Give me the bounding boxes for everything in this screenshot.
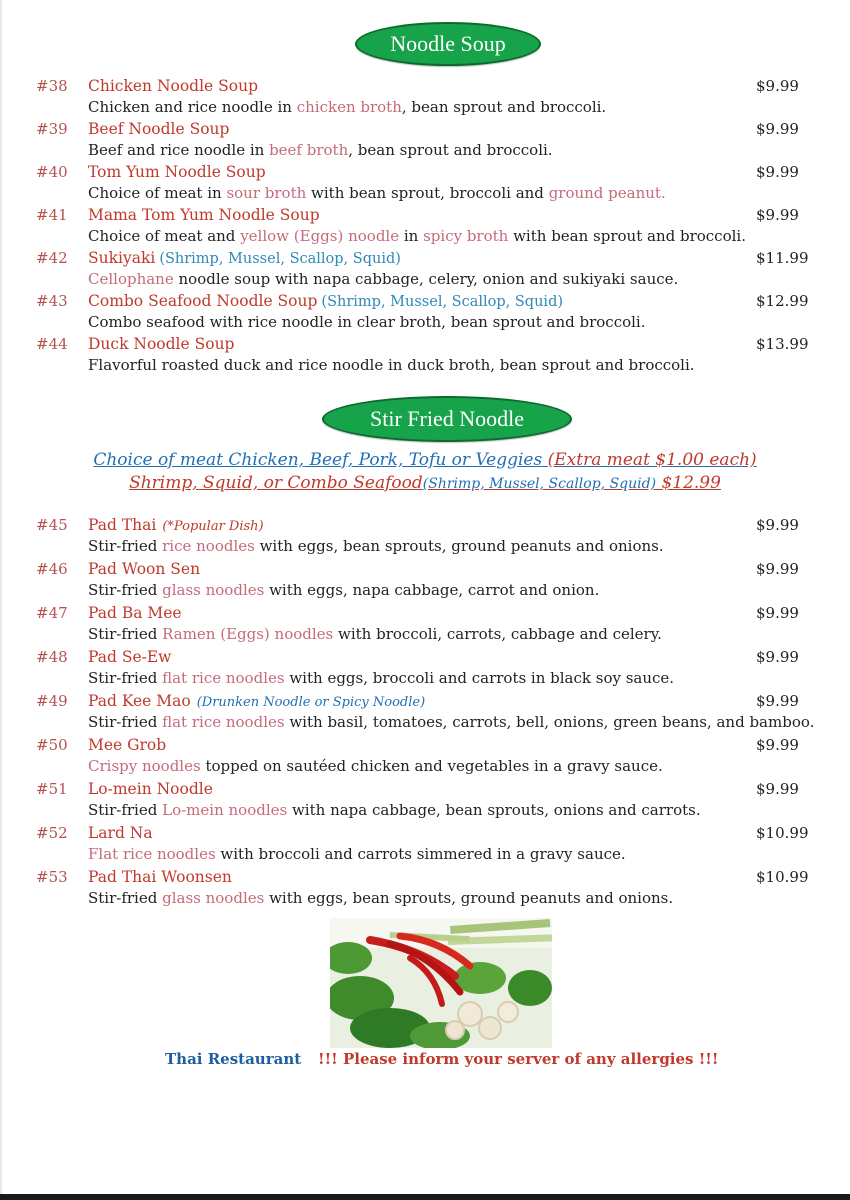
description-segment: chicken broth xyxy=(296,98,402,116)
description-segment: Stir-fried xyxy=(88,889,163,907)
item-name: Lo-mein Noodle xyxy=(88,780,213,798)
menu-item xyxy=(0,648,850,692)
item-name-line xyxy=(88,206,320,224)
item-name-line xyxy=(88,648,171,666)
item-price: $9.99 xyxy=(756,206,799,224)
item-number: #48 xyxy=(36,648,68,666)
item-number: #40 xyxy=(36,163,68,181)
item-number: #44 xyxy=(36,335,68,353)
item-name: Chicken Noodle Soup xyxy=(88,77,259,95)
item-description xyxy=(88,757,663,775)
item-description xyxy=(88,713,814,731)
description-segment: Cellophane xyxy=(88,270,174,288)
description-segment: with eggs, napa cabbage, carrot and onion. xyxy=(264,581,600,599)
description-segment: Stir-fried xyxy=(88,801,163,819)
item-name: Lard Na xyxy=(88,824,153,842)
seafood-choice-note: (Shrimp, Mussel, Scallop, Squid) xyxy=(422,476,657,492)
item-name: Mama Tom Yum Noodle Soup xyxy=(88,206,320,224)
item-number: #47 xyxy=(36,604,68,622)
item-name-note: (Shrimp, Mussel, Scallop, Squid) xyxy=(159,251,401,267)
description-segment: glass noodles xyxy=(162,581,265,599)
description-segment: Stir-fried xyxy=(88,581,163,599)
item-number: #49 xyxy=(36,692,68,710)
item-name-line xyxy=(88,780,213,798)
item-name-line xyxy=(88,736,166,754)
item-number: #53 xyxy=(36,868,68,886)
description-segment: Chicken and rice noodle in xyxy=(88,98,297,116)
vegetables-photo xyxy=(330,918,552,1048)
menu-item xyxy=(0,249,850,293)
item-number: #52 xyxy=(36,824,68,842)
item-description xyxy=(88,669,674,687)
menu-item xyxy=(0,780,850,824)
item-name-line xyxy=(88,249,401,267)
description-segment: Beef and rice noodle in xyxy=(88,141,270,159)
item-price: $9.99 xyxy=(756,560,799,578)
item-name: Mee Grob xyxy=(88,736,167,754)
description-segment: in xyxy=(399,227,424,245)
item-price: $9.99 xyxy=(756,120,799,138)
item-number: #39 xyxy=(36,120,68,138)
description-segment: rice noodles xyxy=(162,537,255,555)
seafood-choice-text: Shrimp, Squid, or Combo Seafood xyxy=(129,473,423,493)
description-segment: beef broth xyxy=(269,141,349,159)
item-number: #45 xyxy=(36,516,68,534)
item-name: Tom Yum Noodle Soup xyxy=(88,163,266,181)
item-name: Duck Noodle Soup xyxy=(88,335,235,353)
item-description xyxy=(88,801,701,819)
section-header-stir-fried-noodle: Stir Fried Noodle xyxy=(322,396,572,442)
description-segment: Combo seafood with rice noodle in clear broth, bean sprout and broccoli. xyxy=(88,313,646,331)
item-description xyxy=(88,98,606,116)
description-segment: glass noodles xyxy=(162,889,265,907)
item-number: #50 xyxy=(36,736,68,754)
item-price: $12.99 xyxy=(756,292,809,310)
item-name-line xyxy=(88,692,425,710)
description-segment: with eggs, broccoli and carrots in black soy sauce. xyxy=(284,669,675,687)
item-name-line xyxy=(88,516,264,534)
item-name: Pad Thai Woonsen xyxy=(88,868,232,886)
description-segment: Stir-fried xyxy=(88,537,163,555)
item-name: Beef Noodle Soup xyxy=(88,120,230,138)
description-segment: yellow (Eggs) noodle xyxy=(240,227,400,245)
description-segment: Flavorful roasted duck and rice noodle in duck broth, bean sprout and broccoli. xyxy=(88,356,695,374)
description-segment: with bean sprout and broccoli. xyxy=(508,227,746,245)
description-segment: Crispy noodles xyxy=(88,757,201,775)
section-header-noodle-soup: Noodle Soup xyxy=(355,22,541,66)
description-segment: ground peanut. xyxy=(548,184,666,202)
description-segment: spicy broth xyxy=(423,227,509,245)
allergy-warning: !!! Please inform your server of any allergies !!! xyxy=(318,1050,719,1068)
page-bottom-edge xyxy=(0,1194,850,1200)
item-name: Combo Seafood Noodle Soup xyxy=(88,292,318,310)
description-segment: Ramen (Eggs) noodles xyxy=(162,625,334,643)
item-description xyxy=(88,845,626,863)
item-number: #43 xyxy=(36,292,68,310)
menu-item xyxy=(0,206,850,250)
description-segment: with eggs, bean sprouts, ground peanuts and onions. xyxy=(254,537,664,555)
menu-item xyxy=(0,77,850,121)
item-name-note: (Drunken Noodle or Spicy Noodle) xyxy=(196,695,426,710)
description-segment: Flat rice noodles xyxy=(88,845,216,863)
description-segment: flat rice noodles xyxy=(162,713,285,731)
item-description xyxy=(88,889,673,907)
item-name-line xyxy=(88,335,234,353)
item-price: $11.99 xyxy=(756,249,809,267)
menu-item xyxy=(0,692,850,736)
item-name-note: (*Popular Dish) xyxy=(162,519,264,534)
item-name-line xyxy=(88,560,200,578)
item-price: $9.99 xyxy=(756,648,799,666)
description-segment: Stir-fried xyxy=(88,713,163,731)
item-description xyxy=(88,227,746,245)
menu-item xyxy=(0,604,850,648)
description-segment: flat rice noodles xyxy=(162,669,285,687)
item-name-line xyxy=(88,292,563,310)
menu-item xyxy=(0,736,850,780)
description-segment: noodle soup with napa cabbage, celery, onion and sukiyaki sauce. xyxy=(173,270,679,288)
description-segment: Choice of meat in xyxy=(88,184,227,202)
item-price: $9.99 xyxy=(756,736,799,754)
description-segment: with broccoli, carrots, cabbage and celery. xyxy=(333,625,662,643)
description-segment: with broccoli and carrots simmered in a gravy sauce. xyxy=(215,845,626,863)
item-description xyxy=(88,270,678,288)
item-name: Pad Woon Sen xyxy=(88,560,201,578)
item-price: $13.99 xyxy=(756,335,809,353)
description-segment: sour broth xyxy=(226,184,307,202)
restaurant-name: Thai Restaurant xyxy=(165,1050,302,1068)
item-name: Pad Kee Mao xyxy=(88,692,191,710)
item-price: $9.99 xyxy=(756,163,799,181)
item-price: $9.99 xyxy=(756,77,799,95)
seafood-choice-line xyxy=(0,473,850,493)
item-name-line xyxy=(88,604,182,622)
menu-item xyxy=(0,824,850,868)
item-number: #38 xyxy=(36,77,68,95)
item-name-line xyxy=(88,77,258,95)
meat-choice-text: Choice of meat Chicken, Beef, Pork, Tofu or Veggies xyxy=(93,450,543,470)
menu-item xyxy=(0,163,850,207)
item-price: $9.99 xyxy=(756,516,799,534)
item-name: Sukiyaki xyxy=(88,249,156,267)
item-description xyxy=(88,313,646,331)
description-segment: Choice of meat and xyxy=(88,227,241,245)
item-number: #42 xyxy=(36,249,68,267)
item-number: #46 xyxy=(36,560,68,578)
description-segment: , bean sprout and broccoli. xyxy=(401,98,607,116)
item-name: Pad Se-Ew xyxy=(88,648,172,666)
item-price: $10.99 xyxy=(756,868,809,886)
item-number: #41 xyxy=(36,206,68,224)
item-description xyxy=(88,184,666,202)
item-number: #51 xyxy=(36,780,68,798)
item-description xyxy=(88,141,553,159)
extra-meat-note: (Extra meat $1.00 each) xyxy=(547,450,757,470)
seafood-choice-price: $12.99 xyxy=(661,473,721,493)
menu-item xyxy=(0,560,850,604)
item-name-line xyxy=(88,163,266,181)
item-name-line xyxy=(88,868,232,886)
item-name: Pad Thai xyxy=(88,516,157,534)
menu-item xyxy=(0,120,850,164)
item-price: $9.99 xyxy=(756,604,799,622)
description-segment: with basil, tomatoes, carrots, bell, onions, green beans, and bamboo. xyxy=(284,713,815,731)
menu-item xyxy=(0,868,850,912)
menu-item xyxy=(0,335,850,379)
menu-item xyxy=(0,292,850,336)
item-price: $9.99 xyxy=(756,780,799,798)
menu-item xyxy=(0,516,850,560)
item-description xyxy=(88,581,599,599)
item-price: $10.99 xyxy=(756,824,809,842)
item-name-line xyxy=(88,120,229,138)
description-segment: topped on sautéed chicken and vegetables in a gravy sauce. xyxy=(200,757,663,775)
item-price: $9.99 xyxy=(756,692,799,710)
item-name-line xyxy=(88,824,153,842)
description-segment: Stir-fried xyxy=(88,669,163,687)
item-name-note: (Shrimp, Mussel, Scallop, Squid) xyxy=(321,294,564,310)
item-description xyxy=(88,625,662,643)
item-description xyxy=(88,356,695,374)
description-segment: with napa cabbage, bean sprouts, onions and carrots. xyxy=(287,801,701,819)
description-segment: Stir-fried xyxy=(88,625,163,643)
item-name: Pad Ba Mee xyxy=(88,604,182,622)
description-segment: with bean sprout, broccoli and xyxy=(306,184,549,202)
item-description xyxy=(88,537,664,555)
meat-choice-line xyxy=(0,450,850,470)
description-segment: Lo-mein noodles xyxy=(162,801,288,819)
description-segment: with eggs, bean sprouts, ground peanuts and onions. xyxy=(264,889,674,907)
description-segment: , bean sprout and broccoli. xyxy=(348,141,553,159)
